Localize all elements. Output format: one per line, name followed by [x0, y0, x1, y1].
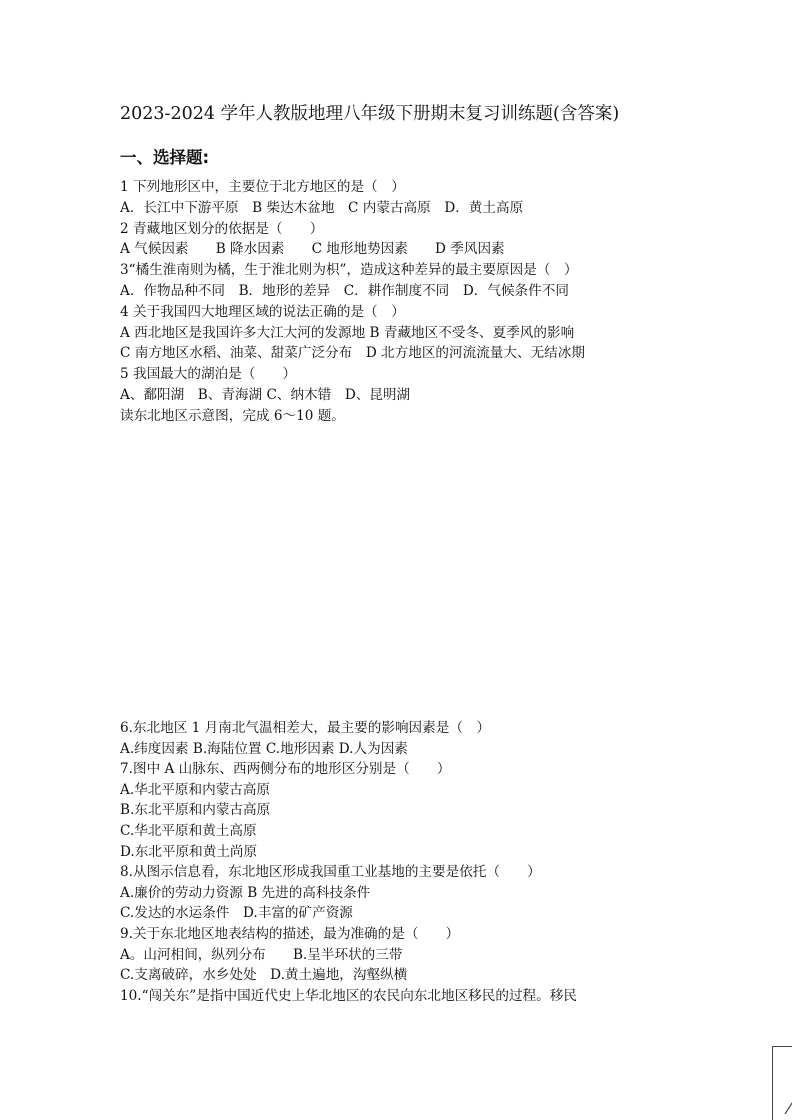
question-line: 6.东北地区 1 月南北气温相差大，最主要的影响因素是（ ）: [120, 720, 491, 736]
question-line: 8.从图示信息看，东北地区形成我国重工业基地的主要是依托（ ）: [120, 864, 541, 881]
map-placeholder: [120, 440, 680, 710]
question-line: 5 我国最大的湖泊是（ ）: [120, 366, 297, 383]
question-line: 3“橘生淮南则为橘，生于淮北则为枳”，造成这种差异的最主要原因是（ ）: [120, 262, 578, 279]
question-line: 9.关于东北地区地表结构的描述，最为准确的是（ ）: [120, 925, 460, 942]
section-heading: 一、选择题:: [120, 148, 210, 167]
question-line: 4 关于我国四大地理区域的说法正确的是（ ）: [120, 303, 405, 320]
questions-block-1: [120, 177, 720, 427]
question-line: A。山河相间，纵列分布 B.呈半环状的三带: [120, 946, 403, 963]
question-line: C.支离破碎，水乡处处 D.黄土遍地，沟壑纵横: [120, 967, 408, 984]
question-line: B.东北平原和内蒙古高原: [120, 802, 271, 819]
question-line: A 西北地区是我国许多大江大河的发源地 B 青藏地区不受冬、夏季风的影响: [120, 324, 575, 341]
question-line: C 南方地区水稻、油菜、甜菜广泛分布 D 北方地区的河流流量大、无结冰期: [120, 345, 585, 362]
question-line: 7.图中 A 山脉东、西两侧分布的地形区分别是（ ）: [120, 761, 451, 778]
question-line: A、鄱阳湖 B、青海湖 C、纳木错 D、昆明湖: [120, 386, 411, 403]
question-line: A．长江中下游平原 B 柴达木盆地 C 内蒙古高原 D．黄土高原: [120, 199, 524, 216]
question-line: 2 青藏地区划分的依据是（ ）: [120, 220, 324, 237]
question-line: A 气候因素 B 降水因素 C 地形地势因素 D 季风因素: [120, 241, 505, 258]
question-line: A．作物品种不同 B．地形的差异 C．耕作制度不同 D．气候条件不同: [120, 282, 569, 299]
question-line: 10.“闯关东”是指中国近代史上华北地区的农民向东北地区移民的过程。移民: [120, 987, 577, 1004]
questions-block-2: [120, 718, 720, 1006]
question-line: 1 下列地形区中，主要位于北方地区的是（ ）: [120, 179, 405, 195]
question-line: C.华北平原和黄土高原: [120, 822, 257, 839]
question-line: A.纬度因素 B.海陆位置 C.地形因素 D.人为因素: [120, 740, 408, 757]
question-line: A.华北平原和内蒙古高原: [120, 781, 271, 798]
question-line: D.东北平原和黄土尚原: [120, 843, 258, 860]
corner-glyph-icon: ⁄: [787, 1099, 790, 1118]
document-title: 2023-2024 学年人教版地理八年级下册期末复习训练题(含答案): [120, 104, 620, 124]
question-line: 读东北地区示意图，完成 6～10 题。: [120, 407, 345, 424]
page-corner-mark: [772, 1046, 792, 1120]
question-line: A.廉价的劳动力资源 B 先进的高科技条件: [120, 884, 371, 901]
question-line: C.发达的水运条件 D.丰富的矿产资源: [120, 905, 353, 922]
